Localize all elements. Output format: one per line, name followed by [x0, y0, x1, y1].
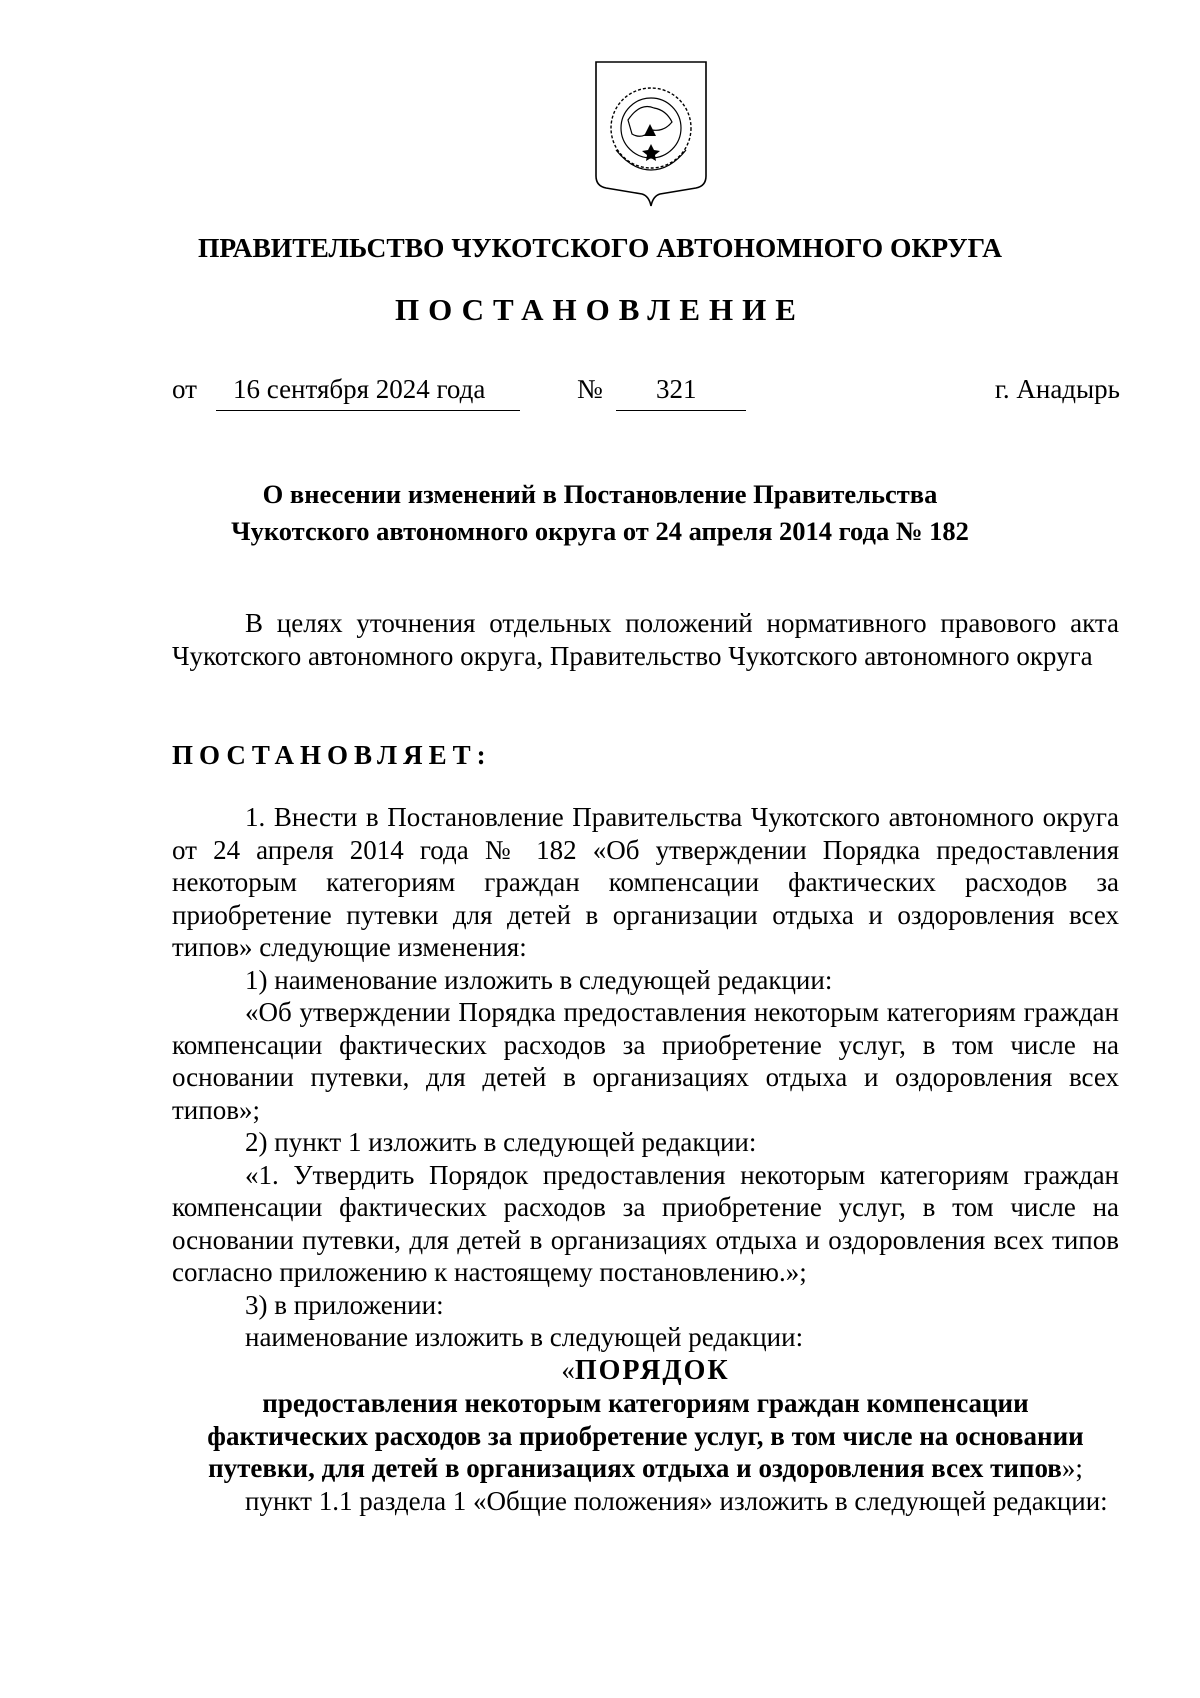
paragraph-quote-1: «Об утверждении Порядка предоставления некоторым категориям граждан компенсации фактических расходов за приобретение услуг, в том числе на основании путевки, для детей в организациях отдыха и оздоровления всех типов»;: [172, 997, 1119, 1125]
document-number: 321: [656, 374, 697, 404]
order-subtitle-line-3-text: путевки, для детей в организациях отдыха и оздоровления всех типов: [208, 1453, 1062, 1483]
order-subtitle-line-1: предоставления некоторым категориям граждан компенсации: [262, 1388, 1029, 1418]
decree-heading: ПОСТАНОВЛЯЕТ:: [172, 740, 492, 770]
order-title-quote: «: [561, 1354, 575, 1385]
paragraph-item-3-sub: наименование изложить в следующей редакции:: [245, 1322, 804, 1352]
paragraph-item-3-point: пункт 1.1 раздела 1 «Общие положения» изложить в следующей редакции:: [245, 1485, 1108, 1516]
document-subject: [200, 476, 1000, 550]
coat-of-arms-emblem: [592, 58, 710, 208]
preamble-block: [172, 607, 1119, 672]
number-underline: [616, 410, 746, 411]
subject-line-2: Чукотского автономного округа от 24 апреля 2014 года № 182: [231, 516, 969, 546]
number-sign: №: [577, 374, 603, 404]
preamble-paragraph: В целях уточнения отдельных положений нормативного правового акта Чукотского автономного округа, Правительство Чукотского автономного округа: [172, 608, 1119, 671]
subject-line-1: О внесении изменений в Постановление Правительства: [262, 479, 938, 509]
document-date: 16 сентября 2024 года: [233, 374, 486, 404]
paragraph-item-1: 1) наименование изложить в следующей редакции:: [245, 964, 833, 995]
paragraph-item-2: 2) пункт 1 изложить в следующей редакции:: [245, 1127, 757, 1157]
organization-title: ПРАВИТЕЛЬСТВО ЧУКОТСКОГО АВТОНОМНОГО ОКРУГА: [197, 232, 1003, 263]
paragraph-item-3: 3) в приложении:: [245, 1289, 444, 1320]
paragraph-quote-2: «1. Утвердить Порядок предоставления некоторым категориям граждан компенсации фактических расходов за приобретение услуг, в том числе на основании путевки, для детей в организациях отдыха и оздоровления всех типов согласно приложению к настоящему постановлению.»;: [172, 1159, 1119, 1287]
order-subtitle-line-3: [172, 1452, 1119, 1485]
document-body: [172, 801, 1119, 1517]
order-subtitle-line-3-tail: »;: [1061, 1453, 1083, 1483]
document-city: г. Анадырь: [994, 374, 1120, 404]
document-type-title: ПОСТАНОВЛЕНИЕ: [395, 292, 805, 327]
date-prefix: от: [172, 374, 197, 404]
paragraph-1: 1. Внести в Постановление Правительства Чукотского автономного округа от 24 апреля 2014 года № 182 «Об утверждении Порядка предоставления некоторым категориям граждан компенсации фактических расходов за приобретение путевки для детей в организации отдыха и оздоровления всех типов» следующие изменения:: [172, 802, 1119, 962]
order-title: [172, 1354, 1119, 1388]
order-title-text: ПОРЯДОК: [574, 1354, 730, 1386]
date-underline: [216, 410, 520, 411]
order-subtitle-line-2: фактических расходов за приобретение услуг, в том числе на основании: [207, 1420, 1084, 1451]
